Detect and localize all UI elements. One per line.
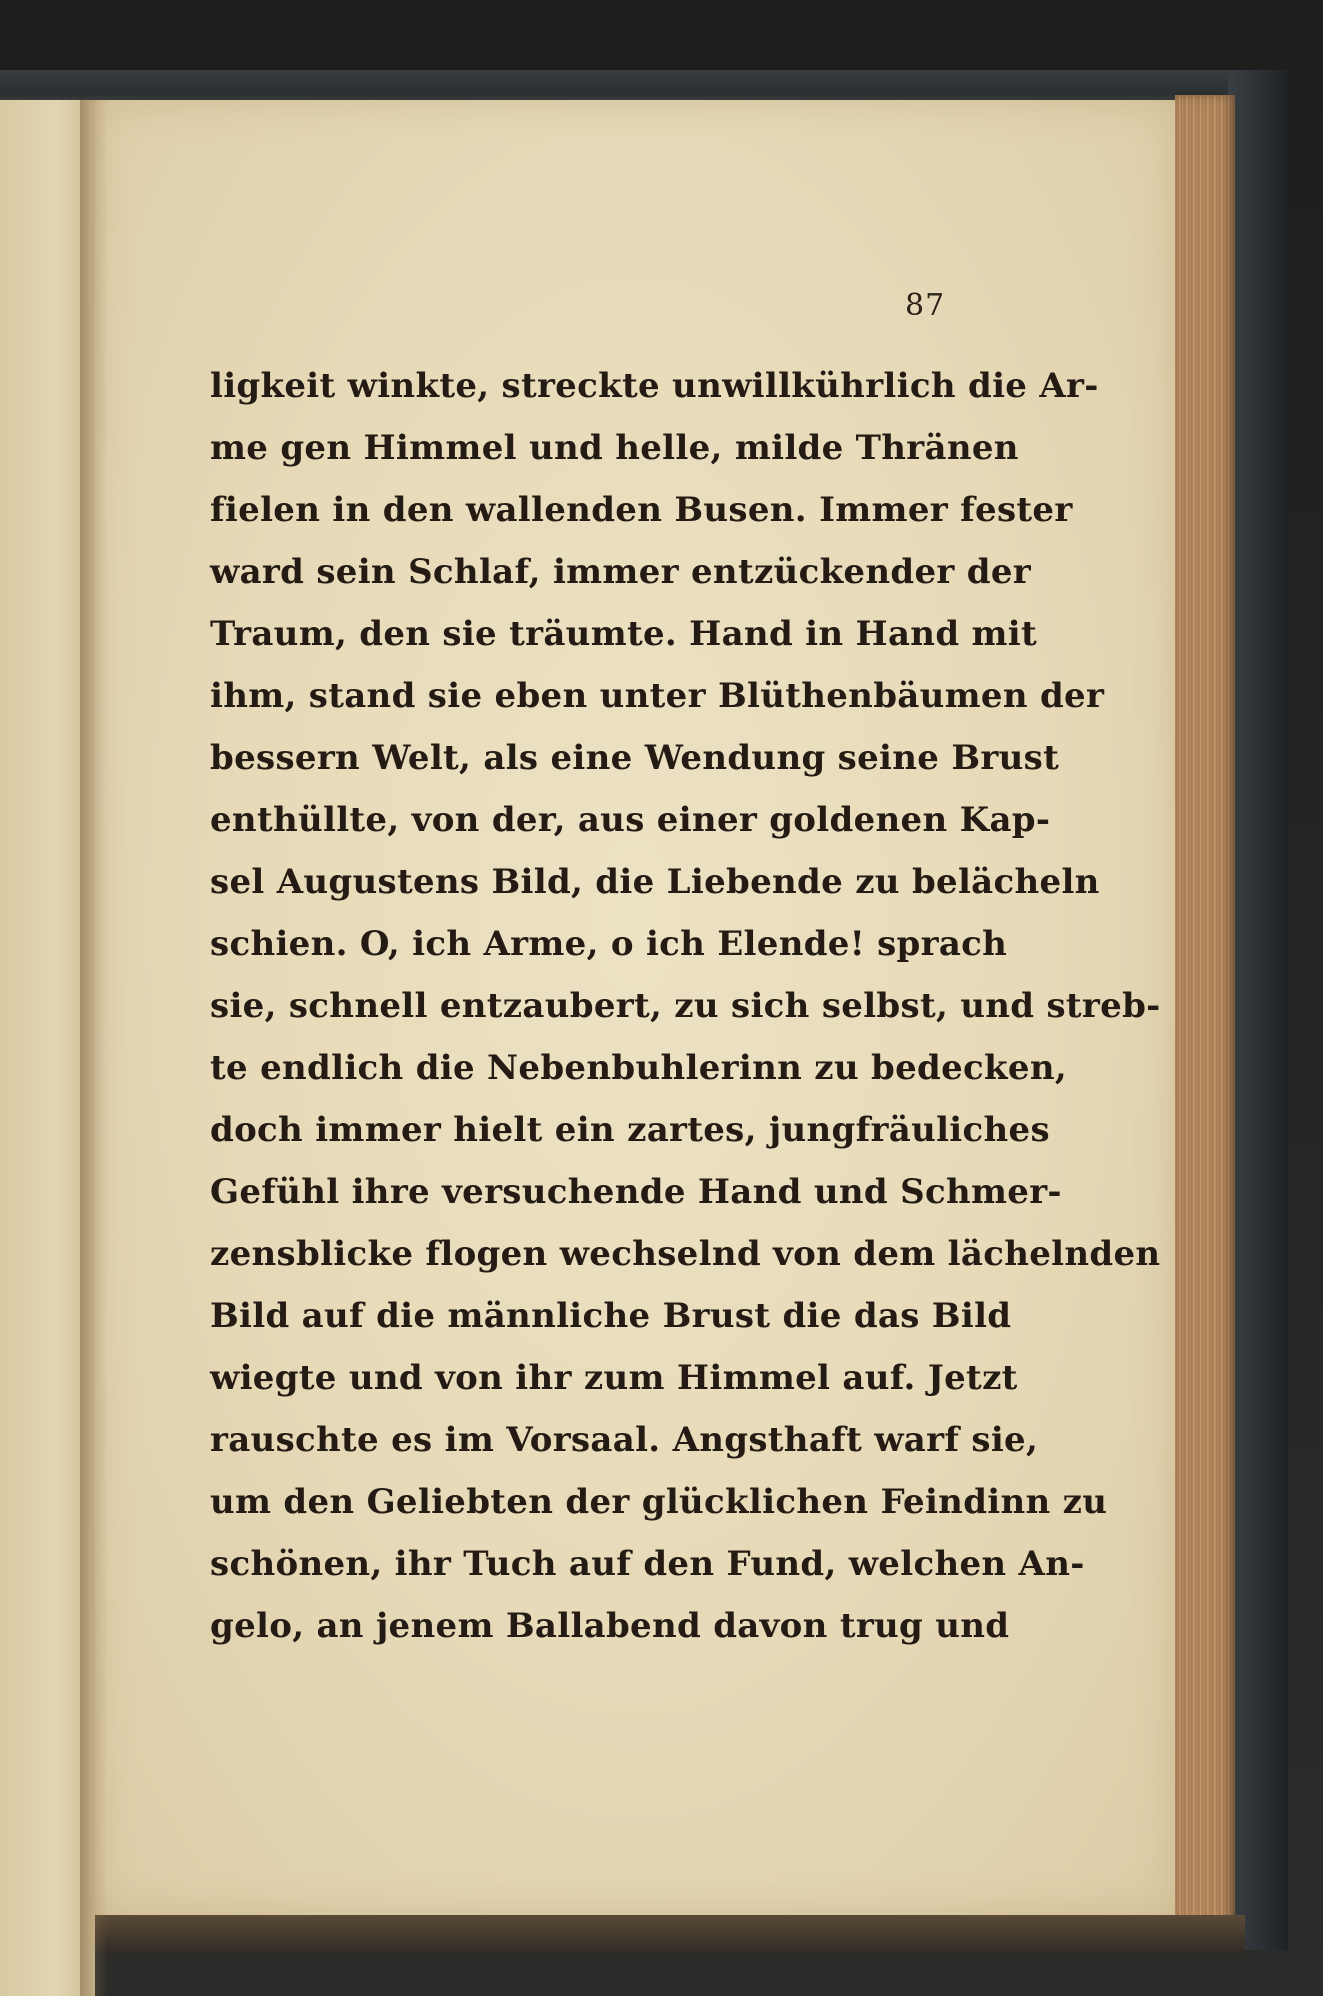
text-line: zensblicke flogen wechselnd von dem lächelnden [210, 1234, 1161, 1274]
text-line: bessern Welt, als eine Wendung seine Brust [210, 738, 1060, 778]
text-line: Gefühl ihre versuchende Hand und Schmer- [210, 1172, 1062, 1212]
text-line: ligkeit winkte, streckte unwillkührlich die Ar- [210, 366, 1099, 406]
text-line: te endlich die Nebenbuhlerinn zu bedecken, [210, 1048, 1067, 1088]
page-gutter-shadow [80, 100, 108, 1996]
text-line: sie, schnell entzaubert, zu sich selbst, und streb- [210, 986, 1161, 1026]
body-text [210, 355, 1161, 1657]
text-line: schien. O, ich Arme, o ich Elende! sprach [210, 924, 1008, 964]
text-line: sel Augustens Bild, die Liebende zu belächeln [210, 862, 1100, 902]
text-line: me gen Himmel und helle, milde Thränen [210, 428, 1019, 468]
page-number: 87 [905, 288, 946, 323]
book-cover-bottom-edge [95, 1915, 1245, 1955]
text-line: Traum, den sie träumte. Hand in Hand mit [210, 614, 1038, 654]
text-line: schönen, ihr Tuch auf den Fund, welchen An- [210, 1544, 1085, 1584]
text-line: Bild auf die männliche Brust die das Bild [210, 1296, 1012, 1336]
text-line: gelo, an jenem Ballabend davon trug und [210, 1606, 1010, 1646]
text-line: um den Geliebten der glücklichen Feindinn zu [210, 1482, 1108, 1522]
text-line: wiegte und von ihr zum Himmel auf. Jetzt [210, 1358, 1018, 1398]
book-cover-right-edge [1228, 70, 1288, 1950]
text-line: rauschte es im Vorsaal. Angsthaft warf sie, [210, 1420, 1039, 1460]
text-line: doch immer hielt ein zartes, jungfräuliches [210, 1110, 1050, 1150]
text-line: ward sein Schlaf, immer entzückender der [210, 552, 1031, 592]
page-fore-edge [1175, 95, 1235, 1925]
text-line: fielen in den wallenden Busen. Immer fester [210, 490, 1073, 530]
text-line: enthüllte, von der, aus einer goldenen Kap- [210, 800, 1051, 840]
text-line: ihm, stand sie eben unter Blüthenbäumen der [210, 676, 1105, 716]
